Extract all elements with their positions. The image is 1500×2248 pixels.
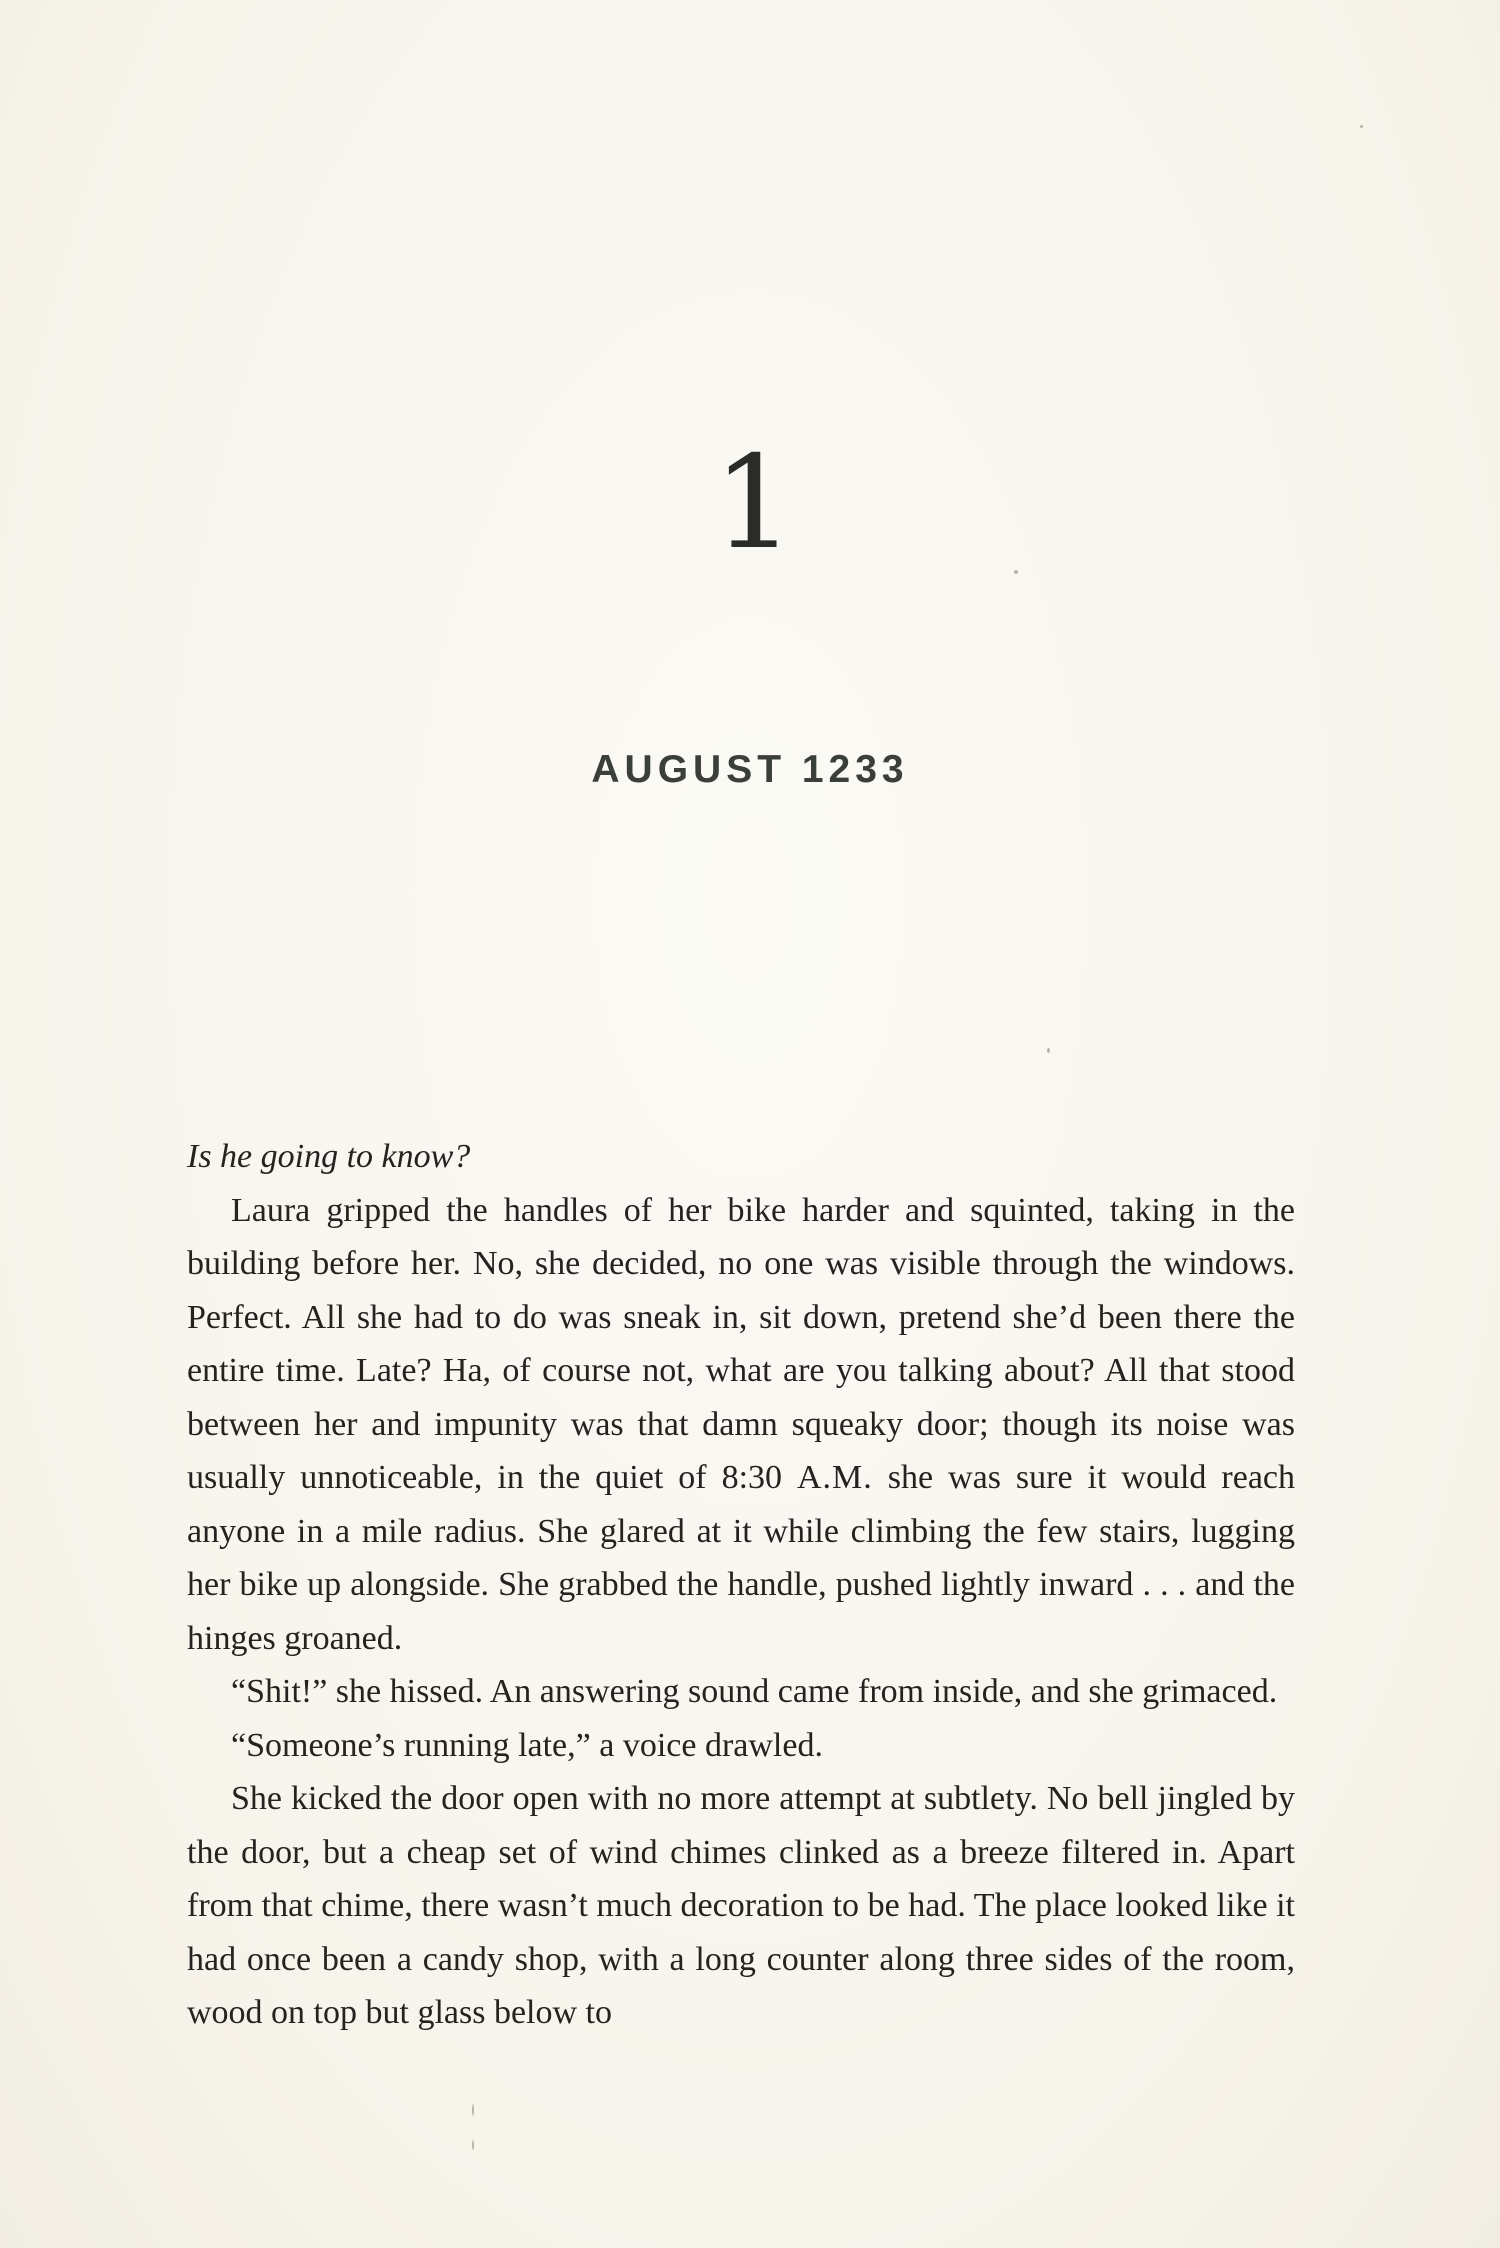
epigraph-paragraph: Is he going to know? [187, 1138, 471, 1175]
paper-speck [1014, 570, 1018, 574]
body-paragraph [187, 1184, 1295, 1666]
paper-speck [1047, 1048, 1050, 1053]
paper-speck [472, 2104, 474, 2116]
time-abbreviation: A.M. [797, 1459, 873, 1496]
paper-speck [472, 2140, 474, 2150]
body-paragraph: “Shit!” she hissed. An answering sound came from inside, and she grimaced. [231, 1673, 1278, 1710]
paragraph-text: she was sure it would reach anyone in a mile radius. She glared at it while climbing the few stairs, lugging her bike up alongside. She grabbed the handle, pushed lightly inward . . . and the hinges groaned. [187, 1459, 1295, 1657]
chapter-number: 1 [713, 429, 787, 578]
body-paragraph: “Someone’s running late,” a voice drawled. [231, 1726, 823, 1764]
paper-speck [1360, 125, 1363, 128]
paragraph-text: Laura gripped the handles of her bike harder and squinted, taking in the building before her. No, she decided, no one was visible through the windows. Perfect. All she had to do was sneak in, sit down, pretend she’d been there the entire time. Late? Ha, of course not, what are you talking about? All that stood between her and impunity was that damn squeaky door; though its noise was usually unnoticeable, in the quiet of 8:30 [187, 1191, 1295, 1496]
body-text [187, 1130, 1295, 2040]
body-paragraph: She kicked the door open with no more attempt at subtlety. No bell jingled by the door, but a cheap set of wind chimes clinked as a breeze filtered in. Apart from that chime, there wasn’t much decoration to be had. The place looked like it had once been a candy shop, with a long counter along three sides of the room, wood on top but glass below to [187, 1780, 1295, 2031]
chapter-title: AUGUST 1233 [591, 748, 909, 791]
